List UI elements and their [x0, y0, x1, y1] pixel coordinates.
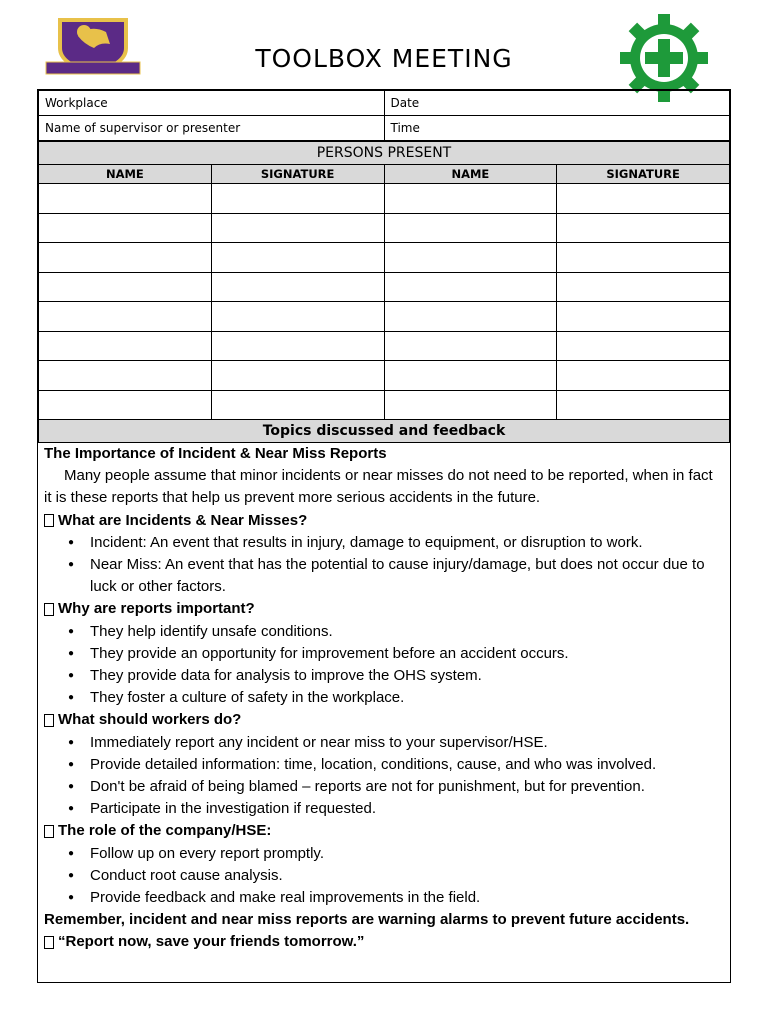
- column-header-name: NAME: [384, 165, 557, 184]
- signature-cell[interactable]: [211, 184, 384, 214]
- list-item: ● Participate in the investigation if requested.: [44, 798, 724, 820]
- meeting-info-table: [38, 90, 730, 141]
- name-cell[interactable]: [39, 302, 212, 332]
- section-heading: What are Incidents & Near Misses?: [44, 510, 724, 532]
- list-item: ● Provide detailed information: time, location, conditions, cause, and who was involved.: [44, 754, 724, 776]
- name-cell[interactable]: [384, 184, 557, 214]
- list-item: ● They help identify unsafe conditions.: [44, 621, 724, 643]
- persons-present-table: [38, 141, 730, 443]
- table-row: [39, 361, 730, 391]
- supervisor-field[interactable]: Name of supervisor or presenter: [39, 116, 385, 141]
- signature-cell[interactable]: [211, 331, 384, 361]
- signature-cell[interactable]: [557, 302, 730, 332]
- list-item: ● Provide feedback and make real improvements in the field.: [44, 887, 724, 909]
- name-cell[interactable]: [384, 213, 557, 243]
- time-field[interactable]: Time: [384, 116, 730, 141]
- name-cell[interactable]: [39, 184, 212, 214]
- table-row: [39, 184, 730, 214]
- signature-cell[interactable]: [557, 361, 730, 391]
- table-row: [39, 302, 730, 332]
- column-header-name: NAME: [39, 165, 212, 184]
- persons-present-heading: PERSONS PRESENT: [39, 142, 730, 165]
- list-item: ● They provide an opportunity for improvement before an accident occurs.: [44, 643, 724, 665]
- checkbox-glyph-icon: [44, 714, 54, 727]
- bullet-list: [44, 843, 724, 910]
- section-heading: What should workers do?: [44, 709, 724, 731]
- topic-intro: Many people assume that minor incidents or near misses do not need to be reported, when in fact it is these reports that help us prevent more serious accidents in the future.: [44, 467, 713, 507]
- column-header-signature: SIGNATURE: [211, 165, 384, 184]
- section-heading: The role of the company/HSE:: [44, 820, 724, 842]
- topics-heading: Topics discussed and feedback: [39, 420, 730, 443]
- signature-cell[interactable]: [211, 361, 384, 391]
- section-heading: Why are reports important?: [44, 598, 724, 620]
- column-header-signature: SIGNATURE: [557, 165, 730, 184]
- signature-cell[interactable]: [211, 272, 384, 302]
- table-row: [39, 243, 730, 273]
- name-cell[interactable]: [39, 390, 212, 420]
- signature-cell[interactable]: [557, 272, 730, 302]
- list-item: ● Don't be afraid of being blamed – reports are not for punishment, but for prevention.: [44, 776, 724, 798]
- bullet-list: [44, 621, 724, 710]
- signature-cell[interactable]: [211, 390, 384, 420]
- closing-reminder: Remember, incident and near miss reports are warning alarms to prevent future accidents.: [44, 911, 690, 929]
- signature-cell[interactable]: [211, 243, 384, 273]
- signature-cell[interactable]: [557, 184, 730, 214]
- checkbox-glyph-icon: [44, 825, 54, 838]
- topics-content: [38, 443, 730, 982]
- page-title: TOOLBOX MEETING: [255, 44, 513, 73]
- name-cell[interactable]: [39, 331, 212, 361]
- list-item: ● Near Miss: An event that has the potential to cause injury/damage, but does not occur due to luck or other factors.: [44, 554, 724, 598]
- name-cell[interactable]: [39, 213, 212, 243]
- table-row: [39, 331, 730, 361]
- name-cell[interactable]: [39, 272, 212, 302]
- list-item: ● Follow up on every report promptly.: [44, 843, 724, 865]
- name-cell[interactable]: [39, 243, 212, 273]
- list-item: ● They provide data for analysis to improve the OHS system.: [44, 665, 724, 687]
- checkbox-glyph-icon: [44, 514, 54, 527]
- name-cell[interactable]: [384, 302, 557, 332]
- signature-cell[interactable]: [557, 243, 730, 273]
- table-row: [39, 390, 730, 420]
- date-field[interactable]: Date: [384, 91, 730, 116]
- table-row: [39, 213, 730, 243]
- closing-quote: “Report now, save your friends tomorrow.”: [44, 931, 724, 953]
- list-item: ● Immediately report any incident or near miss to your supervisor/HSE.: [44, 732, 724, 754]
- checkbox-glyph-icon: [44, 603, 54, 616]
- table-row: [39, 272, 730, 302]
- page-header: [0, 0, 768, 90]
- name-cell[interactable]: [384, 361, 557, 391]
- signature-cell[interactable]: [211, 213, 384, 243]
- bullet-list: [44, 732, 724, 821]
- checkbox-glyph-icon: [44, 936, 54, 949]
- name-cell[interactable]: [39, 361, 212, 391]
- name-cell[interactable]: [384, 390, 557, 420]
- signature-cell[interactable]: [557, 213, 730, 243]
- name-cell[interactable]: [384, 331, 557, 361]
- name-cell[interactable]: [384, 243, 557, 273]
- bullet-list: [44, 532, 724, 599]
- name-cell[interactable]: [384, 272, 557, 302]
- list-item: ● Incident: An event that results in injury, damage to equipment, or disruption to work.: [44, 532, 724, 554]
- toolbox-form: [37, 89, 731, 983]
- list-item: ● Conduct root cause analysis.: [44, 865, 724, 887]
- signature-cell[interactable]: [557, 331, 730, 361]
- workplace-field[interactable]: Workplace: [39, 91, 385, 116]
- signature-cell[interactable]: [211, 302, 384, 332]
- list-item: ● They foster a culture of safety in the workplace.: [44, 687, 724, 709]
- topic-title: The Importance of Incident & Near Miss Reports: [44, 445, 387, 462]
- signature-cell[interactable]: [557, 390, 730, 420]
